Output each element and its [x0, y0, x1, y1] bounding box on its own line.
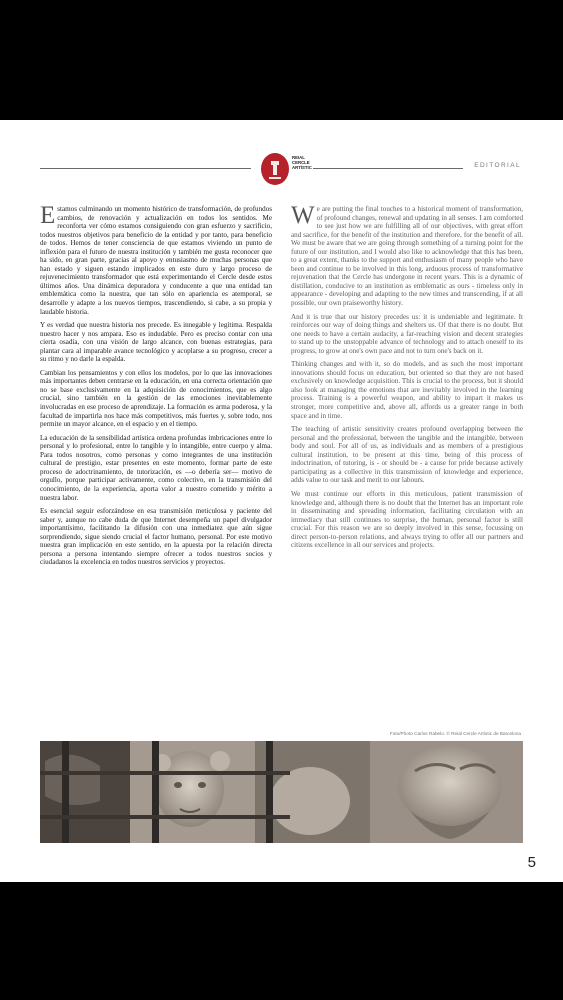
page-number: 5: [527, 854, 536, 871]
paragraph: We are putting the final touches to a historical moment of transformation, of profound changes, renewal and updating in all senses. I am comforted to see just how we are fulfilling all of our objectives, with great effort and sacrifice, for the benefit of the institution and therefore, for the benefit of all. We must be aware that we are going through something of a turning point for the future of our institution, and I would also like to acknowledge that this has been, to a great extent, thanks to the support and enthusiasm of many people who have been and continue to be involved in this long, arduous process of transformative rejuvenation that the Cercle has undergone in recent years. This is a dynamic of distillation, conducive to an institution as emblematic as ours - timeless only in appearance - developing and adapting to the new times and transcending, if at all possible, our own praiseworthy history.: [291, 202, 523, 308]
paragraph: And it is true that our history precedes us: it is undeniable and legitimate. It reinforces our way of doing things and shelters us. Of that there is no doubt. But one needs to have a certain audacity, a far-reaching vision and decent strategies to stand up to the unstoppable advance of technology and to attach oneself to its progress, to grow at one's own pace and not to turn one's back on it.: [291, 312, 523, 355]
photo-credit: Foto/Photo Carlos Rabelo. © Reial Cercle Artístic de Barcelona: [389, 731, 521, 736]
paragraph: Y es verdad que nuestra historia nos precede. Es innegable y legítima. Respalda nuestro hacer y nos ampara. Eso es indudable. Pero es preciso contar con una cierta osadía, con una visión de largo alcance, con buenas estrategias, para plantar cara al imparable avance tecnológico y acoplarse a su progreso, crecer a su ritmo y no darle la espalda.: [40, 321, 272, 364]
reial-cercle-logo: [261, 153, 312, 187]
paragraph: Thinking changes and with it, so do models, and as such the most important innovations should focus on education, but oriented so that they are not based exclusively on knowledge acquisition. This is crucial to the process, but it should also look at managing the emotions that are inevitably involved in the learning process. Training is a powerful weapon, and ability to impart it makes us stronger, more competitive and, above all, affords us a greater range in both space and in time.: [291, 360, 523, 420]
paragraph: Estamos culminando un momento histórico de transformación, de profundos cambios, de renovación y actualización en todos los sentidos. Me reconforta ver cómo estamos consiguiendo con gran esfuerzo y sacrificio, todos nuestros objetivos para beneficio de la entidad y por tanto, para beneficio de todos. Hemos de tener consciencia de que estamos viviendo un punto de inflexión para el futuro de nuestra institución y también me gusta reconocer que ha sido, en gran parte, gracias al apoyo y entusiasmo de muchas personas que han estado y siguen estando implicados en este duro y largo proceso de rejuvenecimiento transformador que está experimentando el Cercle desde estos últimos años. Una dinámica depuradora y conducente a que una entidad tan emblemática como la nuestra, que tan sólo en apariencia es atemporal, se desarrolle y adapte a los nuevos tiempos, trascendiendo, si cabe, a su propia y laudable historia.: [40, 202, 272, 316]
spanish-column: [40, 202, 272, 572]
paragraph: Es esencial seguir esforzándose en esa transmisión meticulosa y paciente del saber y, aunque no cabe duda de que Internet desempeña un papel divulgador importantísimo, facilitando la difusión con una inmediatez que aún sigue sorprendiendo, sigue siendo crucial el factor humano, personal. Por este motivo nuestra gran implicación en este sentido, en la apuesta por la relación directa persona a persona intentando siempre ofrecer a todos nuestros socios y ciudadanos la excelencia en todos nuestros servicios y proyectos.: [40, 507, 272, 567]
section-label: EDITORIAL: [474, 162, 521, 169]
magazine-page: [0, 120, 563, 882]
paragraph: We must continue our efforts in this meticulous, patient transmission of knowledge and, although there is no doubt that the Internet has an important role in disseminating and spreading information, facilitating circulation with an immediacy that still continues to surprise, the human, personal factor is still crucial. For this reason we are so deeply involved in this sense, focussing on direct person-to-person relations, and always trying to offer all our partners and citizens excellence in all our services and projects.: [291, 489, 523, 550]
sculpture-photo: [40, 741, 523, 843]
dropcap: W: [291, 202, 315, 229]
dropcap: E: [40, 202, 56, 229]
paragraph: The teaching of artistic sensitivity creates profound overlapping between the personal and the professional, between the tangible and the intangible, between body and soul. For all of us, as individuals and as members of a prestigious cultural institution, to be present at this time, being of this process of indoctrination, of tutoring, is - or should be - a cause for pride because actively participating as a collective in this transmission of knowledge and experience, adds value to our task and merit to our labours.: [291, 425, 523, 485]
header-rule-left: [40, 168, 251, 169]
header-rule-right: [313, 168, 463, 169]
english-column: [291, 202, 523, 555]
logo-badge-icon: [261, 153, 289, 185]
logo-wordmark: REIAL CERCLE ARTÍSTIC: [292, 155, 312, 171]
paragraph: Cambian los pensamientos y con ellos los modelos, por lo que las innovaciones más importantes deben centrarse en la educación, en una correcta orientación que no se base exclusivamente en la adquisición de conocimientos, que es algo crucial, sino también en la gestión de las emociones inevitablemente involucradas en ese proceso de aprendizaje. La formación es arma poderosa, y la facultad de impartirla nos hace más competitivos, más fuertes y, sobre todo, nos permite un mayor alcance, en el espacio y en el tiempo.: [40, 368, 272, 429]
paragraph: La educación de la sensibilidad artística ordena profundas imbricaciones entre lo personal y lo profesional, entre lo tangible y lo intangible, entre cuerpo y alma. Para todos nosotros, como personas y como integrantes de una institución cultural de prestigio, estar presentes en este momento, formar parte de este proceso de adoctrinamiento, de tutorización, es —o debería ser— motivo de orgullo, porque participar activamente, como colectivo, en la transmisión del conocimiento, de la experiencia, aporta valor a nuestro cometido y mérito a nuestra labor.: [40, 433, 272, 502]
